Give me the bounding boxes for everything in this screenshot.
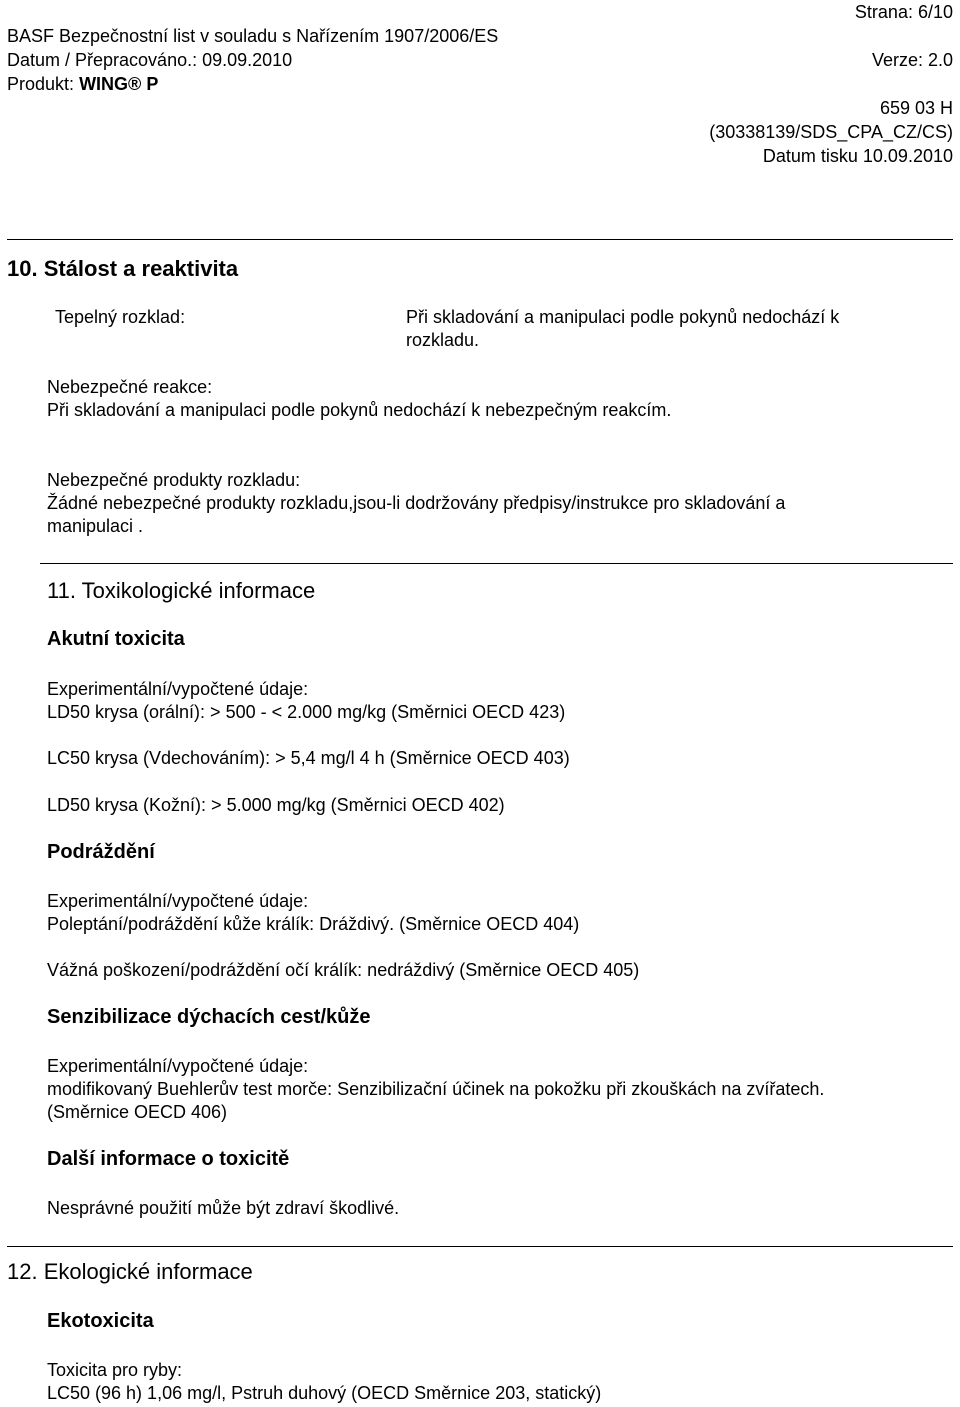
fish-toxicity-label: Toxicita pro ryby: <box>47 1360 183 1380</box>
sds-reference: (30338139/SDS_CPA_CZ/CS) <box>709 122 953 142</box>
page-number: Strana: 6/10 <box>854 2 953 22</box>
section-10-title: 10. Stálost a reaktivita <box>7 256 239 281</box>
sensitization-exp-label: Experimentální/vypočtené údaje: <box>47 1056 309 1076</box>
version: Verze: 2.0 <box>871 50 953 70</box>
sensitization-title: Senzibilizace dýchacích cest/kůže <box>47 1006 371 1028</box>
acute-toxicity-title: Akutní toxicita <box>47 628 185 650</box>
product-line <box>7 74 158 95</box>
product-label: Produkt: <box>7 74 75 94</box>
hazardous-reactions-value: Při skladování a manipulaci podle pokynů nedochází k nebezpečným reakcím. <box>47 400 672 420</box>
product-code: 659 03 H <box>879 98 953 118</box>
acute-toxicity-exp-label: Experimentální/vypočtené údaje: <box>47 679 309 699</box>
irritation-exp-label: Experimentální/vypočtené údaje: <box>47 891 309 911</box>
print-date: Datum tisku 10.09.2010 <box>762 146 953 166</box>
ecotoxicity-title: Ekotoxicita <box>47 1310 154 1332</box>
irritation-title: Podráždění <box>47 841 155 863</box>
section-11-rule <box>40 563 953 564</box>
acute-toxicity-inhalation: LC50 krysa (Vdechováním): > 5,4 mg/l 4 h (Směrnice OECD 403) <box>47 748 570 768</box>
other-toxicity-title: Další informace o toxicitě <box>47 1148 290 1170</box>
product-name: WING® P <box>79 74 159 94</box>
revision-date: Datum / Přepracováno.: 09.09.2010 <box>7 50 293 70</box>
eye-irritation: Vážná poškození/podráždění očí králík: nedráždivý (Směrnice OECD 405) <box>47 960 640 980</box>
skin-irritation: Poleptání/podráždění kůže králík: Dráždivý. (Směrnice OECD 404) <box>47 914 580 934</box>
hazardous-products-value-1: Žádné nebezpečné produkty rozkladu,jsou-li dodržovány předpisy/instrukce pro skladování a <box>47 493 786 513</box>
other-toxicity-value: Nesprávné použití může být zdraví škodlivé. <box>47 1198 400 1218</box>
thermal-decomposition-value-1: Při skladování a manipulaci podle pokynů nedochází k <box>406 307 840 327</box>
sensitization-value-2: (Směrnice OECD 406) <box>47 1102 228 1122</box>
hazardous-products-value-2: manipulaci . <box>47 516 144 536</box>
section-12-title: 12. Ekologické informace <box>7 1259 253 1284</box>
fish-toxicity-value: LC50 (96 h) 1,06 mg/l, Pstruh duhový (OECD Směrnice 203, statický) <box>47 1383 602 1403</box>
section-11-title: 11. Toxikologické informace <box>47 578 316 603</box>
section-12-rule <box>7 1246 953 1247</box>
hazardous-reactions-label: Nebezpečné reakce: <box>47 377 213 397</box>
header-rule <box>7 239 953 240</box>
hazardous-products-label: Nebezpečné produkty rozkladu: <box>47 470 301 490</box>
sensitization-value-1: modifikovaný Buehlerův test morče: Senzibilizační účinek na pokožku při zkouškách na zvířatech. <box>47 1079 825 1099</box>
thermal-decomposition-value-2: rozkladu. <box>406 330 480 350</box>
thermal-decomposition-label: Tepelný rozklad: <box>55 307 186 327</box>
acute-toxicity-dermal: LD50 krysa (Kožní): > 5.000 mg/kg (Směrnici OECD 402) <box>47 795 505 815</box>
document-title: BASF Bezpečnostní list v souladu s Nařízením 1907/2006/ES <box>7 26 499 46</box>
acute-toxicity-oral: LD50 krysa (orální): > 500 - < 2.000 mg/kg (Směrnici OECD 423) <box>47 702 566 722</box>
